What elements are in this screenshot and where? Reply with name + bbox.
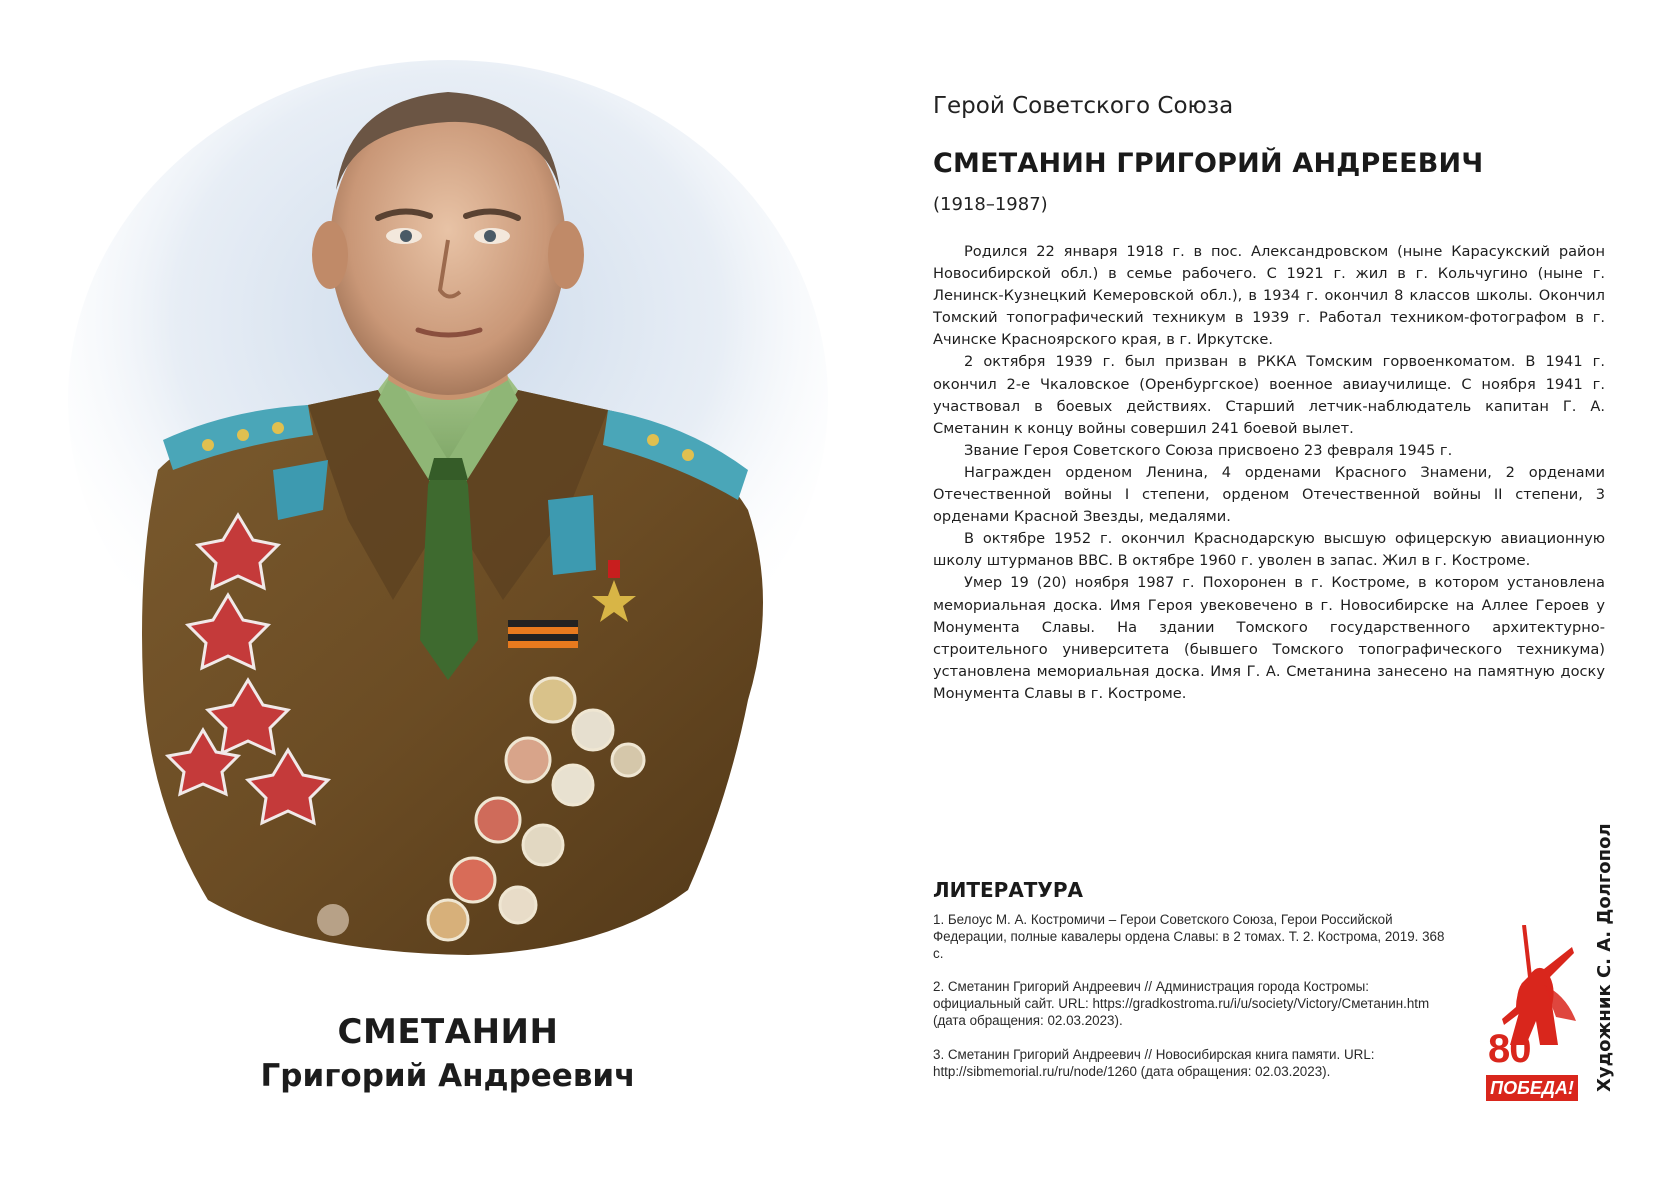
literature-item: 1. Белоус М. А. Костромичи – Герои Советского Союза, Герои Российской Федерации, полные кавалеры ордена Славы: в 2 томах. Т. 2. Кострома, 2019. 368 с. [933,912,1445,961]
portrait-caption [48,1010,848,1098]
bio-paragraph: Награжден орденом Ленина, 4 орденами Красного Знамени, 2 орденами Отечественной войны I степени, орденом Отечественной войны II степени, 3 орденами Красной Звезды, медалями. [933,463,1605,526]
caption-surname: СМЕТАНИН [337,1012,559,1052]
page-subtitle: Герой Советского Союза [933,93,1234,119]
logo-number: 80 [1488,1027,1531,1071]
caption-given-names: Григорий Андреевич [260,1058,636,1094]
literature-item: 3. Сметанин Григорий Андреевич // Новосибирская книга памяти. URL: http://sibmemorial.ru/ru/node/1260 (дата обращения: 02.03.2023). [933,1046,1375,1079]
portrait-illustration [48,40,848,995]
literature-list [933,912,1453,1097]
bio-paragraph: Умер 19 (20) ноября 1987 г. Похоронен в г. Костроме, в котором установлена мемориальная доска. Имя Героя увековечено в г. Новосибирске на Аллее Героев у Монумента Славы. На здании Томского государственного архитектурно-строительного университета (бывшего Томского топографического техникума) установлена мемориальная доска. Имя Г. А. Сметанина занесено на памятную доску Монумента Славы в г. Костроме. [933,574,1605,702]
biography [933,241,1605,705]
page-title: СМЕТАНИН ГРИГОРИЙ АНДРЕЕВИЧ [933,148,1484,179]
bio-paragraph: Звание Героя Советского Союза присвоено 23 февраля 1945 г. [964,441,1453,459]
bio-paragraph: В октябре 1952 г. окончил Краснодарскую высшую офицерскую авиационную школу штурманов ВВС. В октябре 1960 г. уволен в запас. Жил в г. Костроме. [933,530,1605,570]
artist-credit: Художник С. А. Долгопол [1594,823,1615,1092]
logo-word: ПОБЕДА! [1486,1075,1578,1101]
literature-heading: ЛИТЕРАТУРА [933,878,1083,902]
bio-paragraph: Родился 22 января 1918 г. в пос. Александровском (ныне Карасукский район Новосибирской обл.) в семье рабочего. С 1921 г. жил в г. Кольчугино (ныне г. Ленинск-Кузнецкий Кемеровской обл.), в 1934 г. окончил 8 классов школы. Окончил Томский топографический техникум в 1939 г. Работал техником-фотографом в г. Ачинске Красноярского края, в г. Иркутске. [933,243,1605,349]
victory-80-logo [1486,925,1578,1103]
portrait-icon [48,40,848,995]
life-years: (1918–1987) [933,194,1048,215]
bio-paragraph: 2 октября 1939 г. был призван в РККА Томским горвоенкоматом. В 1941 г. окончил 2-е Чкаловское (Оренбургское) военное авиаучилище. С ноября 1941 г. участвовал в боевых действиях. Старший летчик-наблюдатель капитан Г. А. Сметанин к концу войны совершил 241 боевой вылет. [933,353,1605,437]
literature-item: 2. Сметанин Григорий Андреевич // Администрация города Костромы: официальный сайт. URL: https://gradkostroma.ru/i/u/society/Victory/Сметанин.htm (дата обращения: 02.03.2023). [933,979,1430,1028]
